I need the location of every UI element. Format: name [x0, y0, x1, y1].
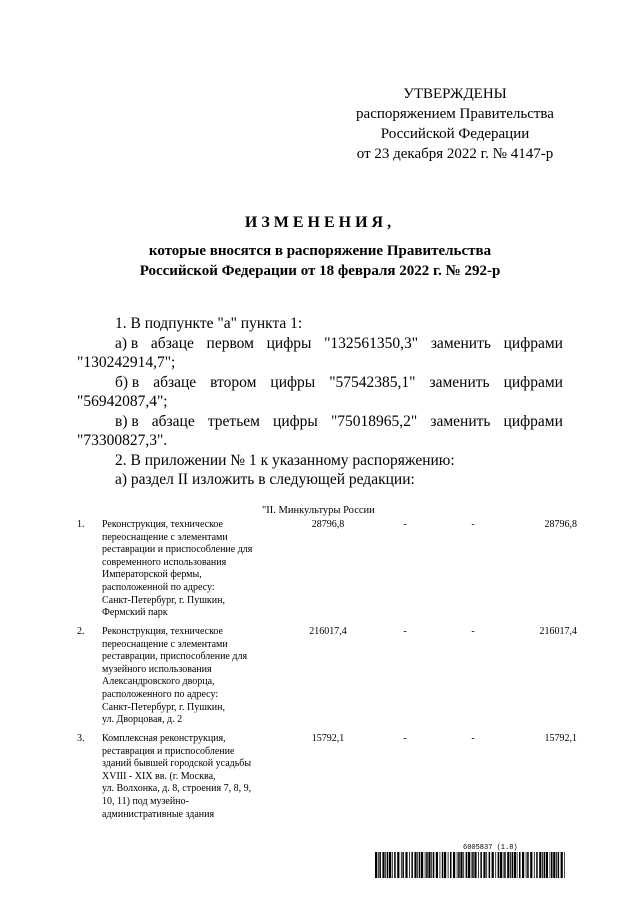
barcode-bar — [522, 852, 524, 878]
p1b-word: цифрами — [503, 373, 563, 391]
barcode-bar — [492, 852, 494, 878]
barcode-bar — [453, 852, 455, 878]
barcode-bar — [433, 852, 435, 878]
paragraph-1b-end: "56942087,4"; — [77, 393, 168, 410]
table-row — [77, 626, 577, 733]
desc-line: Александровского дворца, — [102, 676, 215, 688]
barcode-bar — [401, 852, 402, 878]
barcode-bar — [387, 852, 389, 878]
barcode-bar — [553, 852, 555, 878]
row-number: 3. — [77, 733, 85, 744]
barcode-bar — [504, 852, 506, 878]
p1a-word: цифрами — [503, 334, 563, 352]
desc-line: ул. Дворцовая, д. 2 — [102, 714, 183, 726]
desc-line: ул. Волхонка, д. 8, строения 7, 8, 9, — [102, 783, 252, 795]
barcode-bar — [425, 852, 426, 878]
barcode-bar — [448, 852, 449, 878]
barcode-bar — [414, 852, 416, 878]
barcode-bar — [534, 852, 535, 878]
barcode-bar — [458, 852, 460, 878]
value-2: - — [403, 519, 407, 530]
barcode-bar — [463, 852, 464, 878]
desc-line: расположенного по адресу: — [102, 688, 219, 700]
barcode-bar — [468, 852, 470, 878]
value-3: - — [471, 733, 475, 744]
paragraph-1c-end: "73300827,3". — [77, 432, 168, 449]
subtitle-line-2: Российской Федерации от 18 февраля 2022 г. № 292-р — [139, 263, 501, 279]
barcode-bar — [472, 852, 474, 878]
barcode-bar — [397, 852, 399, 878]
value-4: 216017,4 — [539, 626, 577, 637]
desc-line: переоснащение с элементами — [102, 531, 228, 543]
barcode-bar — [389, 852, 391, 878]
barcode-bar — [378, 852, 379, 878]
p1b-word: "57542385,1" — [329, 373, 416, 391]
barcode-bar — [405, 852, 407, 878]
desc-line: реставрации и приспособление для — [102, 544, 253, 556]
barcode-bar — [402, 852, 404, 878]
p1a-word: а) в — [115, 334, 139, 352]
subtitle-line-1: которые вносятся в распоряжение Правительства — [148, 243, 492, 259]
barcode-bar — [519, 852, 521, 878]
barcode-bar — [558, 852, 560, 878]
desc-line: расположенной по адресу: — [102, 581, 215, 593]
barcode-bar — [450, 852, 452, 878]
barcode-bar — [460, 852, 462, 878]
p1a-word: первом — [206, 334, 254, 352]
paragraph-1a — [77, 334, 563, 354]
p1c-word: цифрами — [503, 412, 563, 430]
table-caption: "II. Минкультуры России — [262, 505, 375, 516]
desc-line: реставрация и приспособление — [102, 745, 235, 757]
barcode-bar — [500, 852, 502, 878]
p1c-word: "75018965,2" — [330, 412, 418, 430]
value-1: 216017,4 — [309, 626, 347, 637]
desc-line: Реконструкция, техническое — [102, 519, 223, 530]
desc-line: Фермский парк — [102, 607, 168, 619]
p1a-word: заменить — [430, 334, 491, 352]
approval-line-2: распоряжением Правительства — [356, 106, 554, 122]
barcode-bar — [431, 852, 432, 878]
p1a-word: "132561350,3" — [324, 334, 419, 352]
desc-line: переоснащение с элементами — [102, 638, 228, 650]
row-number: 1. — [77, 519, 85, 530]
desc-line: Санкт-Петербург, г. Пушкин, — [102, 594, 225, 606]
barcode-bar — [564, 852, 565, 878]
barcode-bar — [517, 852, 518, 878]
paragraph-2a: а) раздел II изложить в следующей редакции: — [115, 471, 415, 488]
approval-line-3: Российской Федерации — [380, 126, 530, 142]
document-title: ИЗМЕНЕНИЯ, — [244, 214, 396, 231]
p1c-word: в) в — [115, 412, 139, 430]
p1c-word: заменить — [430, 412, 491, 430]
desc-line: 10, 11) под музейно- — [102, 795, 189, 807]
barcode-bar — [527, 852, 529, 878]
barcode-bar — [539, 852, 541, 878]
barcode — [375, 852, 565, 878]
value-3: - — [471, 626, 475, 637]
barcode-bar — [526, 852, 527, 878]
barcode-bar — [457, 852, 458, 878]
barcode-bar — [382, 852, 384, 878]
p1b-word: заменить — [429, 373, 490, 391]
barcode-bar — [483, 852, 485, 878]
annex-table — [77, 519, 577, 821]
barcode-bar — [478, 852, 479, 878]
barcode-bar — [409, 852, 410, 878]
paragraph-1c — [77, 412, 563, 432]
document-subtitle — [0, 241, 640, 281]
barcode-bar — [436, 852, 438, 878]
paragraph-2: 2. В приложении № 1 к указанному распоряжению: — [115, 451, 455, 469]
desc-line: XVIII - XIX вв. (г. Москва, — [102, 770, 216, 782]
barcode-bar — [417, 852, 418, 878]
barcode-bar — [514, 852, 516, 878]
barcode-bar — [498, 852, 500, 878]
p1c-word: третьем — [207, 412, 260, 430]
desc-line: Комплексная реконструкция, — [102, 733, 226, 744]
document-code: 6005837 (1.8) — [463, 844, 518, 852]
barcode-bar — [556, 852, 557, 878]
value-1: 28796,8 — [311, 519, 345, 530]
p1b-word: втором — [210, 373, 257, 391]
desc-line: Императорской фермы, — [102, 569, 202, 581]
p1a-word: абзаце — [150, 334, 194, 352]
barcode-bar — [474, 852, 476, 878]
paragraph-1: 1. В подпункте "а" пункта 1: — [115, 315, 303, 332]
barcode-bar — [546, 852, 548, 878]
desc-line: современного использования — [102, 556, 227, 568]
barcode-bar — [421, 852, 423, 878]
barcode-bar — [419, 852, 421, 878]
barcode-bar — [440, 852, 441, 878]
paragraph-1a-end: "130242914,7"; — [77, 354, 176, 371]
barcode-bar — [542, 852, 543, 878]
row-description — [102, 733, 285, 821]
value-1: 15792,1 — [311, 733, 345, 744]
barcode-bar — [536, 852, 538, 878]
desc-line: зданий бывшей городской усадьбы — [102, 758, 252, 770]
barcode-bar — [495, 852, 496, 878]
barcode-bar — [551, 852, 553, 878]
desc-line: реставрации, приспособление для — [102, 651, 248, 663]
barcode-bar — [507, 852, 509, 878]
barcode-bar — [480, 852, 482, 878]
barcode-bar — [392, 852, 393, 878]
approval-block — [350, 84, 560, 164]
value-2: - — [403, 626, 407, 637]
barcode-bar — [428, 852, 430, 878]
p1b-word: цифры — [270, 373, 316, 391]
approval-line-4: от 23 декабря 2022 г. № 4147-р — [356, 146, 554, 162]
barcode-bar — [503, 852, 504, 878]
barcode-bar — [550, 852, 551, 878]
paragraph-1b — [77, 373, 563, 393]
value-4: 28796,8 — [544, 519, 577, 530]
value-2: - — [403, 733, 407, 744]
row-description — [102, 519, 285, 626]
barcode-bar — [411, 852, 413, 878]
barcode-bar — [544, 852, 546, 878]
barcode-bar — [489, 852, 491, 878]
amendment-text — [77, 314, 563, 490]
barcode-bar — [466, 852, 468, 878]
barcode-bar — [379, 852, 381, 878]
barcode-bar — [426, 852, 428, 878]
barcode-bar — [512, 852, 513, 878]
approval-line-1: УТВЕРЖДЕНЫ — [403, 86, 507, 102]
row-description — [102, 626, 285, 733]
p1b-word: абзаце — [153, 373, 197, 391]
desc-line: административные здания — [102, 808, 215, 820]
barcode-bar — [486, 852, 487, 878]
barcode-bar — [394, 852, 396, 878]
barcode-bar — [444, 852, 446, 878]
table-row — [77, 733, 577, 821]
desc-line: музейного использования — [102, 663, 212, 675]
barcode-bar — [510, 852, 511, 878]
barcode-bar — [442, 852, 444, 878]
barcode-bar — [385, 852, 386, 878]
p1c-word: абзаце — [151, 412, 195, 430]
table-row — [77, 519, 577, 626]
value-4: 15792,1 — [544, 733, 577, 744]
desc-line: Санкт-Петербург, г. Пушкин, — [102, 701, 225, 713]
p1c-word: цифры — [273, 412, 318, 430]
p1a-word: цифры — [266, 334, 312, 352]
barcode-bar — [375, 852, 377, 878]
barcode-bar — [561, 852, 563, 878]
barcode-bar — [471, 852, 472, 878]
p1b-word: б) в — [115, 373, 140, 391]
desc-line: Реконструкция, техническое — [102, 626, 223, 637]
barcode-bar — [530, 852, 532, 878]
row-number: 2. — [77, 626, 85, 637]
value-3: - — [471, 519, 475, 530]
